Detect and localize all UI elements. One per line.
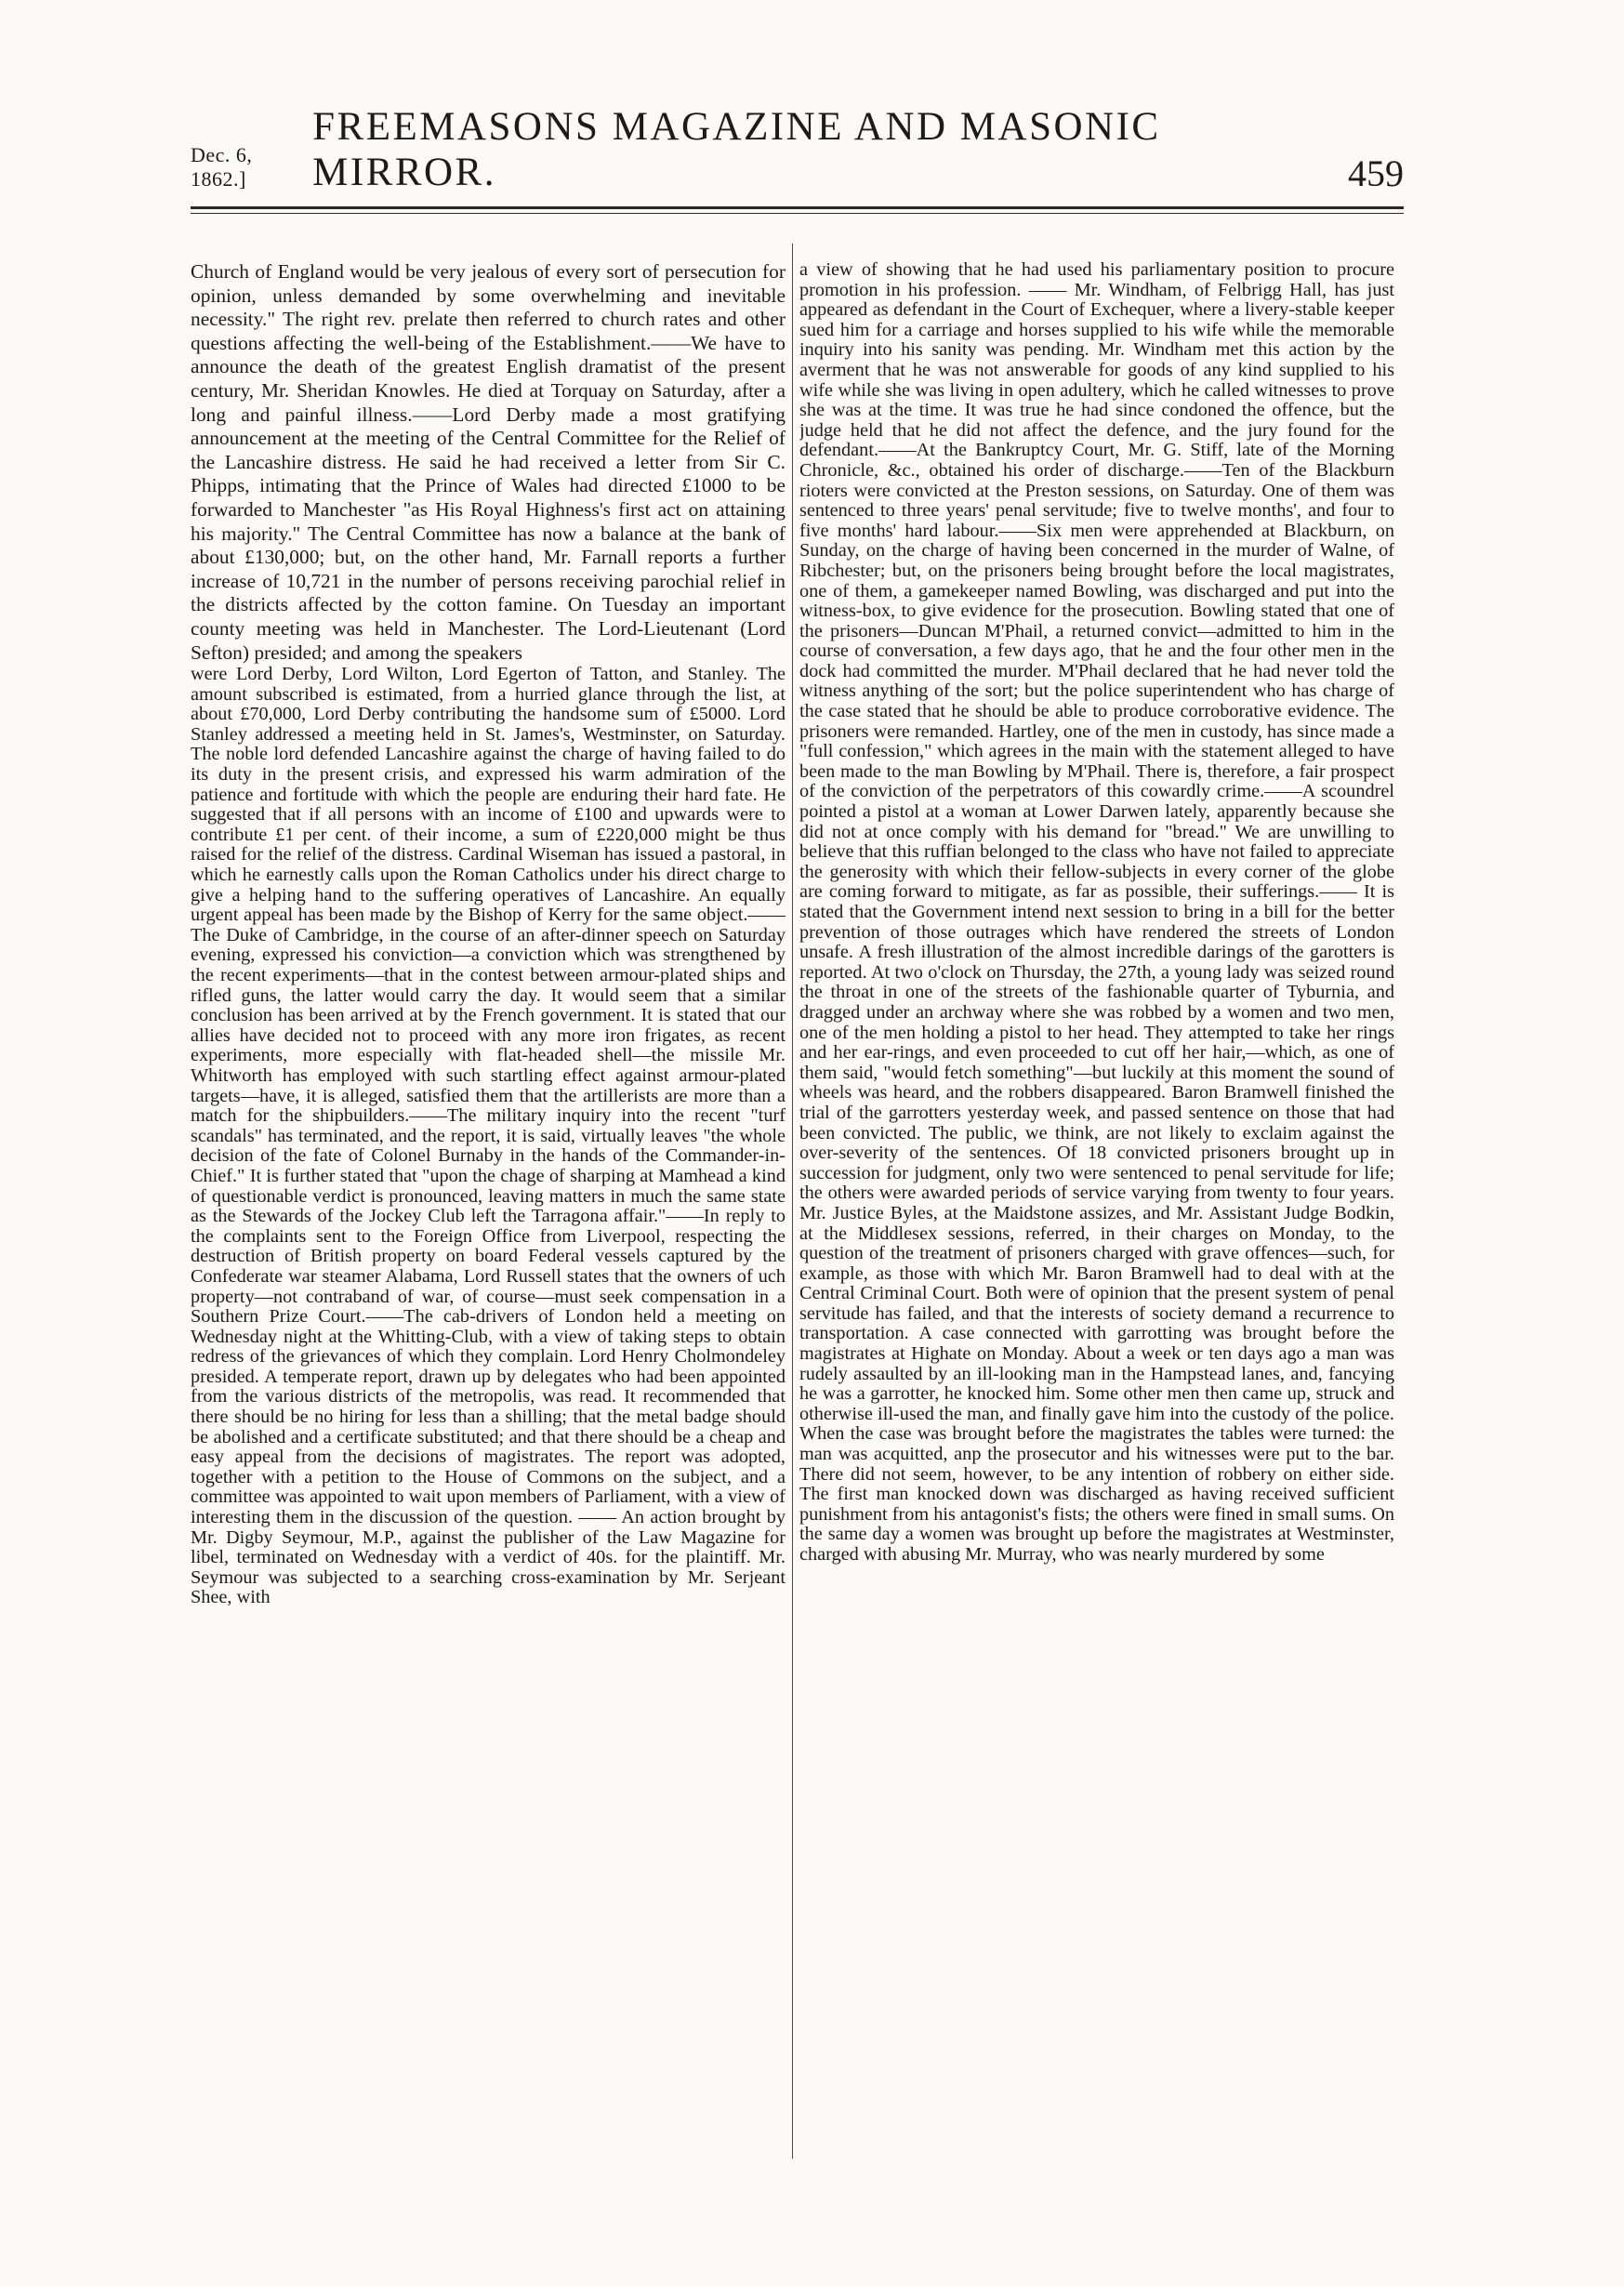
- right-column: [799, 260, 1394, 2157]
- header-rule-thick: [191, 206, 1404, 209]
- page-header: [191, 105, 1404, 195]
- left-column-body-text: were Lord Derby, Lord Wilton, Lord Egerton of Tatton, and Stanley. The amount subscribed is estimated, from a hurried glance through the list, at about £70,000, Lord Derby contributing the handsome sum of £5000. Lord Stanley addressed a meeting held in St. James's, Westminster, on Saturday. The noble lord defended Lancashire against the charge of having failed to do its duty in the present crisis, and expressed his warm admiration of the patience and fortitude with which the people are enduring their hard fate. He suggested that if all persons with an income of £100 and upwards were to contribute £1 per cent. of their income, a sum of £220,000 might be thus raised for the relief of the distress. Cardinal Wiseman has issued a pastoral, in which he earnestly calls upon the Roman Catholics under his direct charge to give a helping hand to the suffering operatives of Lancashire. An equally urgent appeal has been made by the Bishop of Kerry for the same object.—— The Duke of Cambridge, in the course of an after-dinner speech on Saturday evening, expressed his conviction—a conviction which was strengthened by the recent experiments—that in the contest between armour-plated ships and rifled guns, the latter would carry the day. It would seem that a similar conclusion has been arrived at by the French government. It is stated that our allies have decided not to proceed with any more iron frigates, as recent experiments, more especially with flat-headed shell—the missile Mr. Whitworth has employed with such startling effect against armour-plated targets—have, it is alleged, satisfied them that the artillerists are more than a match for the shipbuilders.——The military inquiry into the recent "turf scandals" has terminated, and the report, it is said, virtually leaves "the whole decision of the fate of Colonel Burnaby in the hands of the Commander-in-Chief." It is further stated that "upon the chage of sharping at Mamhead a kind of questionable verdict is pronounced, leaving matters in much the same state as the Stewards of the Jockey Club left the Tarragona affair."——In reply to the complaints sent to the Foreign Office from Liverpool, respecting the destruction of British property on board Federal vessels captured by the Confederate war steamer Alabama, Lord Russell states that the owners of uch property—not contraband of war, of course—must seek compensation in a Southern Prize Court.——The cab-drivers of London held a meeting on Wednesday night at the Whitting-Club, with a view of taking steps to obtain redress of the grievances of which they complain. Lord Henry Cholmondeley presided. A temperate report, drawn up by delegates who had been appointed from the various districts of the metropolis, was read. It recommended that there should be no hiring for less than a shilling; that the metal badge should be abolished and a certificate substituted; and that there should be a cheap and easy appeal from the decisions of magistrates. The report was adopted, together with a petition to the House of Commons on the subject, and a committee was appointed to wait upon members of Parliament, with a view of interesting them in the discussion of the question. —— An action brought by Mr. Digby Seymour, M.P., against the publisher of the Law Magazine for libel, terminated on Wednesday with a verdict of 40s. for the plaintiff. Mr. Seymour was subjected to a searching cross-examination by Mr. Serjeant Shee, with: [191, 664, 786, 1608]
- page-number: 459: [1348, 152, 1404, 194]
- header-rule-thin: [191, 213, 1404, 214]
- right-column-body-text: a view of showing that he had used his parliamentary position to procure promotion in his profession. —— Mr. Windham, of Felbrigg Hall, has just appeared as defendant in the Court of Exchequer, where a livery-stable keeper sued him for a carriage and horses supplied to his wife while the memorable inquiry into his sanity was pending. Mr. Windham met this action by the averment that he was not answerable for goods of any kind supplied to his wife while she was living in open adultery, which he called witnesses to prove she was at the time. It was true he had since condoned the offence, but the judge held that he did not affect the defence, and the jury found for the defendant.——At the Bankruptcy Court, Mr. G. Stiff, late of the Morning Chronicle, &c., obtained his order of discharge.——Ten of the Blackburn rioters were convicted at the Preston sessions, on Saturday. One of them was sentenced to three years' penal servitude; five to twelve months', and four to five months' hard labour.——Six men were apprehended at Blackburn, on Sunday, on the charge of having been concerned in the murder of Walne, of Ribchester; but, on the prisoners being brought before the local magistrates, one of them, a gamekeeper named Bowling, was discharged and put into the witness-box, to give evidence for the prosecution. Bowling stated that one of the prisoners—Duncan M'Phail, a returned convict—admitted to him in the course of conversation, a few days ago, that he and the four other men in the dock had committed the murder. M'Phail declared that he had never told the witness anything of the sort; but the police superintendent who has charge of the case stated that he should be able to produce corroborative evidence. The prisoners were remanded. Hartley, one of the men in custody, has since made a "full confession," which agrees in the main with the statement alleged to have been made to the man Bowling by M'Phail. There is, therefore, a fair prospect of the conviction of the perpetrators of this cowardly crime.——A scoundrel pointed a pistol at a woman at Lower Darwen lately, apparently because she did not at once comply with his demand for "bread." We are unwilling to believe that this ruffian belonged to the class who have not failed to appreciate the generosity with which their fellow-subjects in every corner of the globe are coming forward to mitigate, as far as possible, their sufferings.—— It is stated that the Government intend next session to bring in a bill for the better prevention of those outrages which have rendered the streets of London unsafe. A fresh illustration of the almost incredible darings of the garotters is reported. At two o'clock on Thursday, the 27th, a young lady was seized round the throat in one of the streets of the fashionable quarter of Tyburnia, and dragged under an archway where she was robbed by a women and two men, one of the men holding a pistol to her head. They attempted to take her rings and her ear-rings, and even proceeded to cut off her hair,—which, as one of them said, "would fetch something"—but luckily at this moment the sound of wheels was heard, and the robbers disappeared. Baron Bramwell finished the trial of the garrotters yesterday week, and passed sentence on those that had been convicted. The public, we think, are not likely to exclaim against the over-severity of the sentences. Of 18 convicted prisoners brought up in succession for judgment, only two were sentenced to penal servitude for life; the others were awarded periods of service varying from twenty to four years. Mr. Justice Byles, at the Maidstone assizes, and Mr. Assistant Judge Bodkin, at the Middlesex sessions, referred, in their charges on Monday, to the question of the treatment of prisoners charged with grave offences—such, for example, as those with which Mr. Baron Bramwell had to deal with at the Central Criminal Court. Both were of opinion that the present system of penal servitude has failed, and that the interests of society demand a recurrence to transportation. A case connected with garrotting was brought before the magistrates at Highate on Monday. About a week or ten days ago a man was rudely assaulted by an ill-looking man in the Hampstead lanes, and, fancying he was a garrotter, he knocked him. Some other men then came up, struck and otherwise ill-used the man, and finally gave him into the custody of the police. When the case was brought before the magistrates the tables were turned: the man was acquitted, anp the prosecutor and his witnesses were put to the bar. There did not seem, however, to be any intention of robbery on either side. The first man knocked down was discharged as having received sufficient punishment from his antagonist's fists; the others were fined in small sums. On the same day a women was brought up before the magistrates at Westminster, charged with abusing Mr. Murray, who was nearly murdered by some: [799, 260, 1394, 1565]
- issue-date: Dec. 6, 1862.]: [191, 143, 253, 191]
- masthead-title: FREEMASONS MAGAZINE AND MASONIC MIRROR.: [312, 105, 1161, 194]
- left-column-lead-text: Church of England would be very jealous of every sort of persecution for opinion, unless demanded by some overwhelming and inevitable necessity." The right rev. prelate then referred to church rates and other questions affecting the well-being of the Establishment.——We have to announce the death of the greatest English dramatist of the present century, Mr. Sheridan Knowles. He died at Torquay on Saturday, after a long and painful illness.——Lord Derby made a most gratifying announcement at the meeting of the Central Committee for the Relief of the Lancashire distress. He said he had received a letter from Sir C. Phipps, intimating that the Prince of Wales had directed £1000 to be forwarded to Manchester "as His Royal Highness's first act on attaining his majority." The Central Committee has now a balance at the bank of about £130,000; but, on the other hand, Mr. Farnall reports a further increase of 10,721 in the number of persons receiving parochial relief in the districts affected by the cotton famine. On Tuesday an important county meeting was held in Manchester. The Lord-Lieutenant (Lord Sefton) presided; and among the speakers: [191, 260, 786, 664]
- left-column: [191, 260, 786, 2157]
- column-divider: [792, 244, 793, 2159]
